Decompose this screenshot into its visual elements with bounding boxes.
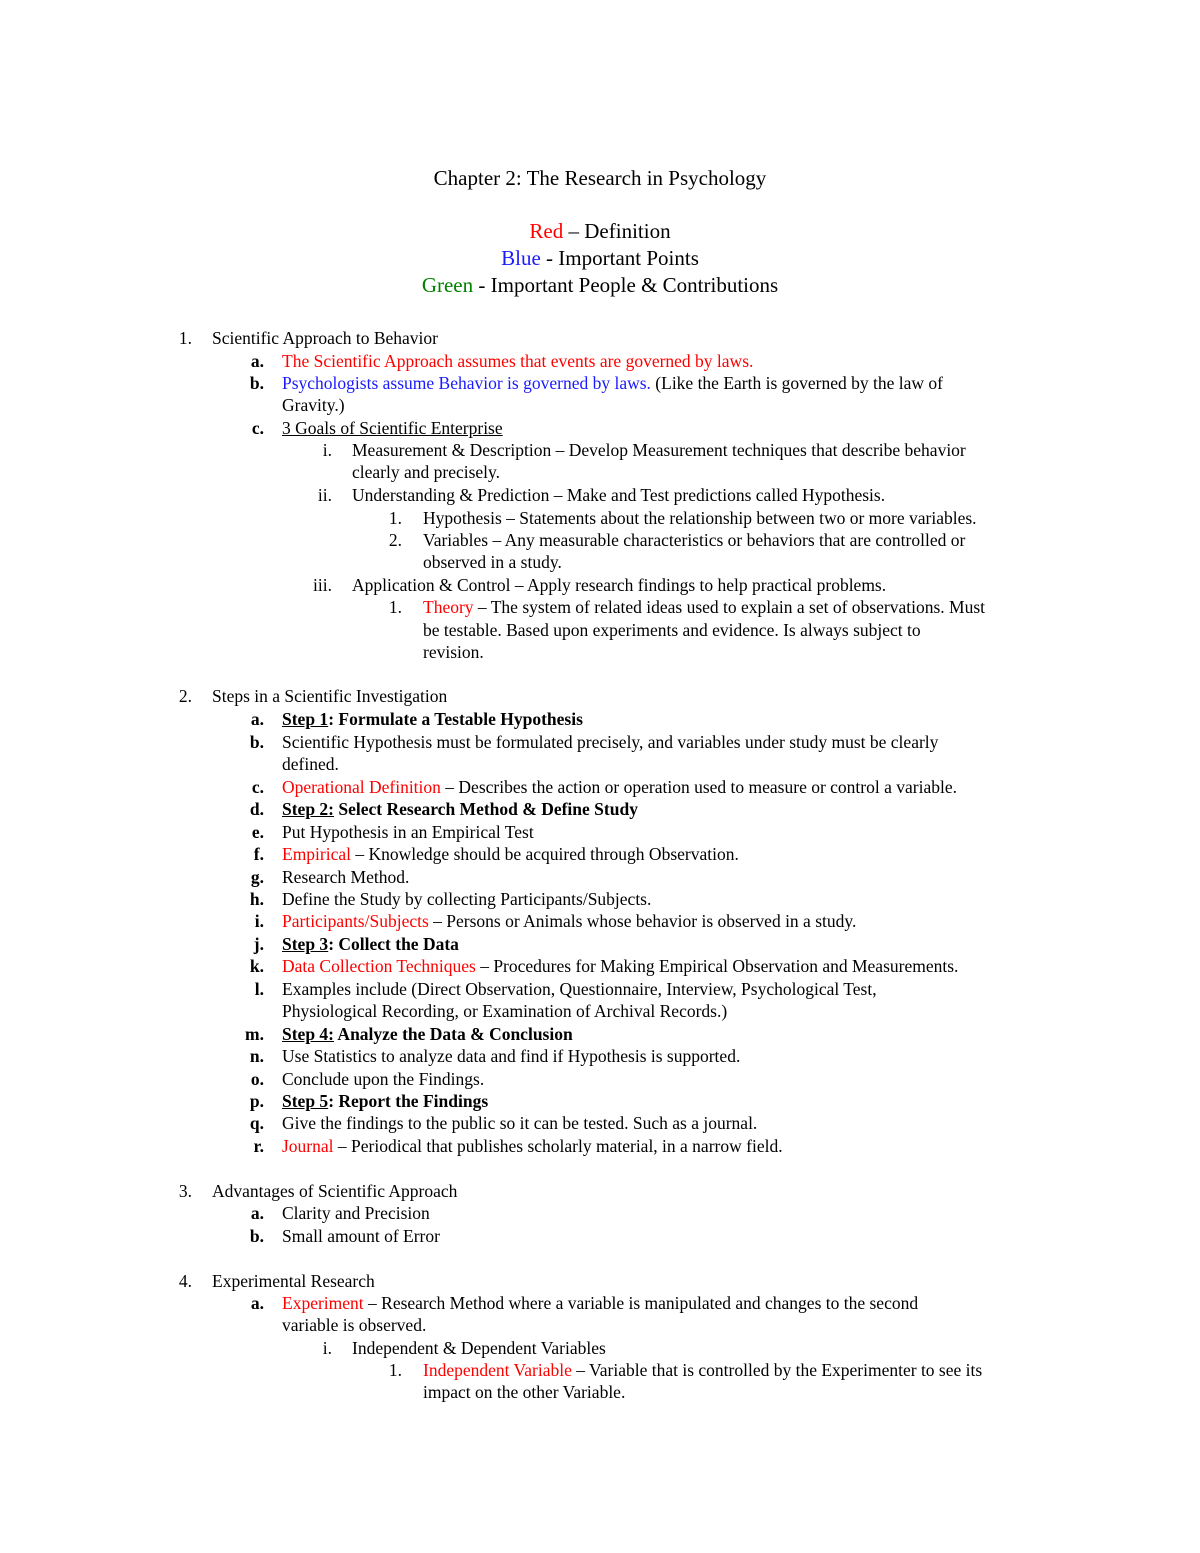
step-label: Step 5 (282, 1091, 329, 1111)
list-item-text: : Formulate a Testable Hypothesis (328, 709, 583, 729)
list-item (282, 708, 583, 730)
important-point: Psychologists assume Behavior is governed by laws. (282, 373, 651, 393)
list-item (282, 1135, 783, 1157)
list-item (282, 372, 943, 394)
list-item-text: – Persons or Animals whose behavior is observed in a study. (428, 911, 857, 931)
legend-blue-word: Blue (501, 246, 541, 270)
definition-term: Participants/Subjects (282, 911, 429, 931)
list-item: Give the findings to the public so it can be tested. Such as a journal. (282, 1113, 758, 1133)
legend-green (0, 273, 1200, 298)
list-marker: b. (249, 1226, 264, 1246)
section-4-heading: Experimental Research (212, 1271, 375, 1291)
list-item: Clarity and Precision (282, 1203, 430, 1223)
list-item: Understanding & Prediction – Make and Test predictions called Hypothesis. (352, 485, 886, 505)
list-marker: i. (322, 440, 332, 460)
list-marker: n. (249, 1046, 264, 1066)
list-item-continuation: variable is observed. (282, 1315, 427, 1335)
legend-red (0, 219, 1200, 244)
list-marker: m. (245, 1024, 264, 1044)
list-item-text: – Procedures for Making Empirical Observation and Measurements. (475, 956, 959, 976)
list-marker: a. (250, 1293, 264, 1313)
list-marker: q. (249, 1113, 264, 1133)
list-item-text: : Report the Findings (328, 1091, 489, 1111)
list-item (423, 596, 985, 618)
list-item (423, 1359, 982, 1381)
list-marker: h. (249, 889, 264, 909)
section-1-number: 1. (178, 328, 192, 348)
list-item-text: – The system of related ideas used to explain a set of observations. Must (473, 597, 985, 617)
section-4-number: 4. (178, 1271, 192, 1291)
legend-red-text: – Definition (563, 219, 671, 243)
list-item: Measurement & Description – Develop Measurement techniques that describe behavior (352, 440, 966, 460)
step-label: Step 2: (282, 799, 335, 819)
list-marker: i. (254, 911, 264, 931)
legend-green-word: Green (421, 273, 474, 297)
definition-term: Operational Definition (282, 777, 441, 797)
list-marker: f. (253, 844, 264, 864)
section-2-heading: Steps in a Scientific Investigation (212, 686, 448, 706)
definition-term: Empirical (282, 844, 352, 864)
definition-term: Journal (282, 1136, 334, 1156)
list-marker: g. (250, 867, 264, 887)
list-item: The Scientific Approach assumes that events are governed by laws. (282, 351, 754, 371)
legend-red-word: Red (529, 219, 564, 243)
list-marker: b. (249, 373, 264, 393)
list-item: Scientific Hypothesis must be formulated precisely, and variables under study must be clearly (282, 732, 939, 752)
list-marker: ii. (317, 485, 332, 505)
list-item: Use Statistics to analyze data and find if Hypothesis is supported. (282, 1046, 741, 1066)
list-item-text: (Like the Earth is governed by the law of (650, 373, 943, 393)
list-item-text: – Variable that is controlled by the Experimenter to see its (571, 1360, 983, 1380)
list-marker: b. (249, 732, 264, 752)
list-marker: 1. (388, 508, 402, 528)
list-marker: 2. (388, 530, 402, 550)
list-item: Define the Study by collecting Participants/Subjects. (282, 889, 652, 909)
list-item: Research Method. (282, 867, 410, 887)
list-marker: r. (253, 1136, 264, 1156)
legend-blue (0, 246, 1200, 271)
document-title: Chapter 2: The Research in Psychology (433, 166, 767, 190)
list-item-text: – Knowledge should be acquired through Observation. (351, 844, 739, 864)
list-marker: o. (250, 1069, 264, 1089)
list-item (282, 910, 856, 932)
definition-term: Data Collection Techniques (282, 956, 476, 976)
list-item (282, 955, 958, 977)
list-marker: l. (254, 979, 264, 999)
list-marker: i. (322, 1338, 332, 1358)
step-label: Step 3 (282, 934, 329, 954)
list-marker: d. (249, 799, 264, 819)
list-marker: 1. (388, 597, 402, 617)
list-item-continuation: defined. (282, 754, 339, 774)
legend-blue-text: - Important Points (540, 246, 699, 270)
definition-term: Independent Variable (423, 1360, 572, 1380)
list-marker: c. (251, 777, 264, 797)
list-item-continuation: observed in a study. (423, 552, 562, 572)
section-1-heading: Scientific Approach to Behavior (212, 328, 438, 348)
section-3-heading: Advantages of Scientific Approach (212, 1181, 458, 1201)
definition-term: Experiment (282, 1293, 364, 1313)
list-marker: a. (250, 709, 264, 729)
definition-term: Theory (423, 597, 474, 617)
list-item (282, 843, 739, 865)
list-marker: a. (250, 1203, 264, 1223)
list-marker: c. (251, 418, 264, 438)
step-label: Step 1 (282, 709, 329, 729)
list-marker: e. (251, 822, 264, 842)
list-item-continuation: revision. (423, 642, 484, 662)
list-item-continuation: be testable. Based upon experiments and evidence. Is always subject to (423, 620, 921, 640)
list-item: Application & Control – Apply research findings to help practical problems. (352, 575, 887, 595)
list-item: Put Hypothesis in an Empirical Test (282, 822, 534, 842)
list-item: Variables – Any measurable characteristics or behaviors that are controlled or (423, 530, 966, 550)
list-marker: a. (250, 351, 264, 371)
list-item-continuation: Physiological Recording, or Examination of Archival Records.) (282, 1001, 728, 1021)
list-item-text: – Describes the action or operation used to measure or control a variable. (440, 777, 957, 797)
list-item-continuation: impact on the other Variable. (423, 1382, 626, 1402)
list-item (282, 1023, 573, 1045)
list-item: Independent & Dependent Variables (352, 1338, 606, 1358)
list-item-text: : Collect the Data (328, 934, 459, 954)
list-item: Small amount of Error (282, 1226, 440, 1246)
list-item: Conclude upon the Findings. (282, 1069, 485, 1089)
legend-green-text: - Important People & Contributions (473, 273, 779, 297)
list-item-continuation: Gravity.) (282, 395, 345, 415)
step-label: Step 4: (282, 1024, 335, 1044)
list-item: Examples include (Direct Observation, Questionnaire, Interview, Psychological Test, (282, 979, 877, 999)
list-item: Hypothesis – Statements about the relationship between two or more variables. (423, 508, 977, 528)
list-item-text: Select Research Method & Define Study (334, 799, 638, 819)
list-item (282, 1090, 488, 1112)
list-marker: k. (249, 956, 264, 976)
list-marker: 1. (388, 1360, 402, 1380)
list-marker: j. (253, 934, 264, 954)
section-3-number: 3. (178, 1181, 192, 1201)
list-item-text: – Research Method where a variable is manipulated and changes to the second (363, 1293, 919, 1313)
list-marker: p. (249, 1091, 264, 1111)
section-2-number: 2. (178, 686, 192, 706)
list-item (282, 776, 957, 798)
list-item: 3 Goals of Scientific Enterprise (282, 418, 503, 438)
list-item (282, 798, 638, 820)
list-item-continuation: clearly and precisely. (352, 462, 501, 482)
list-item (282, 1292, 918, 1314)
list-item-text: – Periodical that publishes scholarly material, in a narrow field. (333, 1136, 783, 1156)
list-item (282, 933, 459, 955)
list-item-text: Analyze the Data & Conclusion (334, 1024, 573, 1044)
list-marker: iii. (313, 575, 332, 595)
